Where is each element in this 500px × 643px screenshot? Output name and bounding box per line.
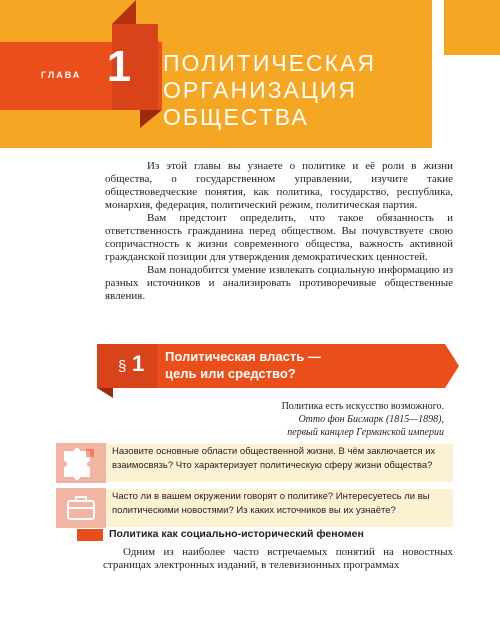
ribbon-tip (97, 388, 113, 398)
chapter-intro (105, 160, 453, 303)
question-text: Часто ли в вашем окружении говорят о политике? Интересуетесь ли вы политическими новостями? Из каких источников вы их узнаёте? (112, 491, 430, 516)
ribbon-arrow (445, 344, 459, 388)
chapter-title-line: ПОЛИТИЧЕСКАЯ (163, 50, 376, 76)
chapter-title-line: ОБЩЕСТВА (163, 104, 309, 130)
paragraph-sign: § (118, 358, 127, 375)
section-title: Политика как социально-исторический феномен (109, 528, 364, 540)
epigraph (160, 400, 444, 439)
paragraph-title (165, 348, 435, 382)
paragraph-number-plate (97, 344, 157, 388)
intro-paragraph: Вам предстоит определить, что такое обязанность и ответственность гражданина перед обществом. Вы почувствуете свою сопричастность к жизни современного общества, важность активной гражданской позиции для утверждения демократических ценностей. (105, 212, 453, 263)
briefcase-icon (56, 488, 106, 528)
header-edge-tab (444, 0, 500, 55)
ribbon-tip (140, 110, 162, 128)
paragraph-title-line: цель или средство? (165, 366, 296, 381)
chapter-title (163, 50, 423, 131)
section-body (103, 546, 453, 572)
paragraph-number: 1 (132, 351, 145, 376)
chapter-label: ГЛАВА (41, 70, 82, 80)
puzzle-icon (56, 443, 106, 483)
body-paragraph: Одним из наиболее часто встречаемых понятий на новостных страницах электронных изданий, в телевизионных программах (103, 546, 453, 571)
section-marker (77, 529, 103, 541)
chapter-number: 1 (106, 42, 132, 91)
intro-paragraph: Вам понадобится умение извлекать социальную информацию из разных источников и анализировать противоречивые общественные явления. (105, 264, 453, 302)
epigraph-quote: Политика есть искусство возможного. (281, 401, 444, 412)
paragraph-title-line: Политическая власть — (165, 349, 321, 364)
ribbon-fold (112, 0, 136, 24)
epigraph-author: Отто фон Бисмарк (1815—1898), (298, 414, 444, 425)
intro-paragraph: Из этой главы вы узнаете о политике и её роли в жизни общества, о государственном управлении, изучите такие обществоведческие понятия, как политика, государство, республика, монархия, федерация, политический режим, политическая партия. (105, 160, 453, 211)
epigraph-role: первый канцлер Германской империи (287, 427, 444, 438)
chapter-title-line: ОРГАНИЗАЦИЯ (163, 77, 358, 103)
question-text: Назовите основные области общественной жизни. В чём заключается их взаимосвязь? Что характеризует политическую сферу жизни общества? (112, 446, 436, 471)
